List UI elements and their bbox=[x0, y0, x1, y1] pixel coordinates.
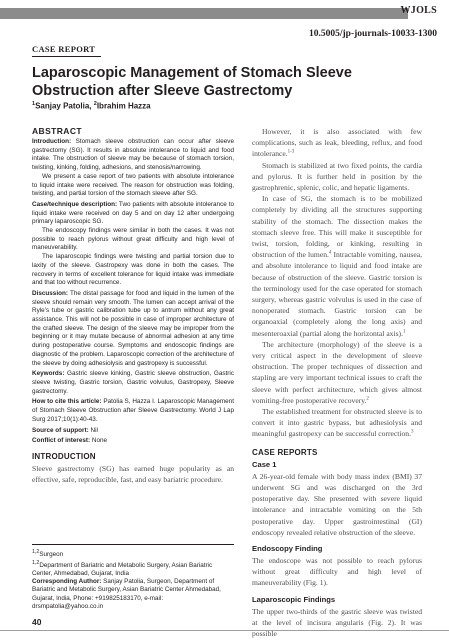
right-p5-text: The established treatment for obstructed sleeve is to convert it into gastric bypass, but adhesiolysis and meaningful gastropexy can be successful correction. bbox=[252, 407, 422, 439]
right-p1-ref: 1-3 bbox=[287, 149, 295, 155]
doi: 10.5005/jp-journals-10033-1300 bbox=[309, 29, 437, 39]
corr-text: Sanjay Patolia, Surgeon, Department of Bariatric and Metabolic Surgery, Asian Bariatric Center Ahmedabad, Gujarat, India, Phone: +919825183170, e-mail: drsmpatolia@yahoo.co.in bbox=[32, 578, 221, 610]
right-p4-text: The architecture (morphology) of the sleeve is a very critical aspect in the development of sleeve obstruction. The proper techniques of dissection and stapling are very important technical issues to craft the sleeve with perfect architecture, which gives almost vomiting-free postoperative recovery. bbox=[252, 339, 422, 405]
introduction-text: Sleeve gastrectomy (SG) has earned huge popularity as an effective, safe, reproducible, fast, and easy bariatric procedure. bbox=[32, 463, 234, 485]
author2-sup: 2 bbox=[93, 101, 97, 107]
coi-text: None bbox=[90, 437, 108, 445]
author2: Ibrahim Hazza bbox=[96, 101, 151, 111]
cite-text: Patolia S, Hazza I. Laparoscopic Management of Stomach Sleeve Obstruction after Sleeve Gastrectomy. World J Lap Surg 2017;10(1):40-43. bbox=[32, 398, 234, 423]
corr-label: Corresponding Author: bbox=[32, 578, 102, 585]
header-bar bbox=[0, 8, 408, 19]
abstract-heading: ABSTRACT bbox=[32, 126, 82, 136]
case1-heading: Case 1 bbox=[252, 459, 277, 469]
abstract-intro bbox=[32, 138, 234, 173]
right-p5 bbox=[252, 406, 422, 440]
intro-text: Stomach sleeve obstruction can occur after sleeve gastrectomy (SG). It results in absolute intolerance to liquid and food intake. The obstruction of sleeve may be because of stomach torsion, twisting, kinking, folding, adhesions, and stenosis/narrowing. bbox=[32, 138, 234, 172]
right-p1 bbox=[252, 126, 422, 160]
case-type-label: CASE REPORT bbox=[32, 44, 96, 54]
cite-article bbox=[32, 398, 234, 424]
right-column bbox=[252, 126, 422, 639]
right-p3b-text: Intractable vomiting, nausea, and absolute intolerance to liquid and food intake are because of obstruction of the sleeve. Gastric torsion is the terminology used for the case operated for stomach surgery, whereas gastric volvulus is used in the case of nonoperated stomach. Gastric torsion can be organoaxial (completely along the long axis) and mesenteroaxial (partial along the horizontal axis). bbox=[252, 250, 422, 338]
author1-sup: 1 bbox=[32, 101, 36, 107]
author1: Sanjay Patolia, bbox=[35, 101, 94, 111]
fn2-sup: 1,2 bbox=[32, 560, 40, 566]
kw-text: Gastric sleeve kinking, Gastric sleeve obstruction, Gastric sleeve twisting, Gastric torsion, Gastric volvulus, Gastropexy, Sleeve gastrectomy. bbox=[32, 370, 234, 395]
endoscopy-text: The endoscope was not possible to reach pylorus without great difficulty and high level of maneuverability (Fig. 1). bbox=[252, 555, 422, 588]
laparoscopic-text: The upper two-thirds of the gastric sleeve was twisted at the level of incisura angularis (Fig. 2). It was possible bbox=[252, 606, 422, 638]
right-p3-text: In case of SG, the stomach is to be mobilized completely by dividing all the structures supporting stability of the stomach. The dissection makes the stomach sleeve free. This will make it susceptible for twist, torsion, folding, or kinking, resulting in obstruction of the lumen. bbox=[252, 194, 422, 260]
left-column bbox=[32, 126, 234, 485]
introduction-heading: INTRODUCTION bbox=[32, 451, 96, 461]
coi-label: Conflict of interest: bbox=[32, 437, 91, 445]
footnote-2 bbox=[32, 559, 234, 579]
case-text: Two patients with absolute intolerance to liquid intake were received on day 5 and on day 12 after undergoing primary laparoscopic SG. bbox=[32, 200, 235, 226]
abstract-case-p3: The laparoscopic findings were twisting and partial torsion due to laxity of the sleeve. Gastropexy was done in both the cases. The recovery in terms of excellent tolerance for liquid intake was immediate and that too without recurrence. bbox=[32, 253, 234, 287]
intro-label: Introduction: bbox=[32, 138, 72, 145]
source-support bbox=[32, 427, 234, 436]
footnote-divider bbox=[32, 544, 234, 545]
abstract-intro-p2: We present a case report of two patients with absolute intolerance to liquid intake were received. The reason for obstruction was folding, twisting, and partial torsion of the stomach sleeve after SG. bbox=[32, 172, 234, 198]
fn1-text: Surgeon bbox=[39, 551, 64, 559]
conflict-interest bbox=[32, 437, 234, 446]
right-p3 bbox=[252, 193, 422, 339]
journal-name: WJOLS bbox=[400, 5, 437, 16]
cite-label: How to cite this article: bbox=[32, 398, 102, 406]
right-p1-text: However, it is also associated with few complications, such as leak, bleeding, reflux, and food intolerance. bbox=[252, 127, 422, 159]
abstract-case bbox=[32, 201, 234, 227]
endoscopy-heading: Endoscopy Finding bbox=[252, 543, 323, 553]
case-type-underline bbox=[32, 56, 101, 57]
page-number: 40 bbox=[32, 617, 42, 627]
fn2-text: Department of Bariatric and Metabolic Surgery, Asian Bariatric Center, Ahmedabad, Gujarat, India bbox=[32, 562, 213, 578]
abstract-case-p2: The endoscopy findings were similar in both the cases. It was not possible to reach pylorus without great difficulty and high level of maneuverability. bbox=[32, 227, 234, 252]
case-label: Case/technique description: bbox=[32, 200, 118, 208]
footnote-1 bbox=[32, 548, 234, 559]
right-p2 bbox=[252, 160, 422, 194]
right-p2-text: Stomach is stabilized at two fixed points, the cardia and pylorus. It is further held in position by the gastrophrenic, splenic, colic, and hepatic ligaments. bbox=[252, 160, 422, 193]
keywords bbox=[32, 370, 234, 396]
abstract-discussion bbox=[32, 290, 234, 368]
corresponding-author bbox=[32, 578, 234, 611]
src-label: Source of support: bbox=[32, 426, 89, 434]
laparoscopic-heading: Laparoscopic Findings bbox=[252, 594, 336, 604]
case-reports-heading: CASE REPORTS bbox=[252, 447, 318, 457]
right-p3-ref: 4 bbox=[328, 250, 332, 256]
disc-text: The distal passage for food and liquid in the lumen of the sleeve should remain very smooth. The lumen can accept arrival of the Ryle’s tube or gastric calibration tube up to antrum without any great assistance. This will not be possible in case of improper architecture of the crafted sleeve. The design of the sleeve may be improper from the beginning or it may mutate because of abnormal adhesion at any time during postoperative course. Symptoms and endoscopic findings are diagnostic of the problem. Laparoscopic correction of the architecture of the sleeve by doing adhesiolysis and gastropexy is successful. bbox=[32, 289, 234, 367]
src-text: Nil bbox=[88, 426, 98, 434]
article-title: Laparoscopic Management of Stomach Sleeve Obstruction after Sleeve Gastrectomy bbox=[32, 65, 352, 99]
disc-label: Discussion: bbox=[32, 289, 68, 297]
authors bbox=[32, 101, 151, 111]
right-p5-ref: 3 bbox=[411, 429, 414, 435]
case1-text: A 26-year-old female with body mass index (BMI) 37 underwent SG and was discharged on the 3rd postoperative day. She presented with severe liquid intolerance and intractable vomiting on the 5th postoperative day. Upper gastrointestinal (GI) endoscopy revealed relative obstruction of the sleeve. bbox=[252, 471, 422, 537]
fn1-sup: 1,2 bbox=[32, 549, 40, 555]
right-p4 bbox=[252, 339, 422, 406]
kw-label: Keywords: bbox=[32, 370, 65, 378]
right-p4-ref: 2 bbox=[366, 396, 369, 402]
right-p3b-ref: 1 bbox=[402, 329, 406, 335]
